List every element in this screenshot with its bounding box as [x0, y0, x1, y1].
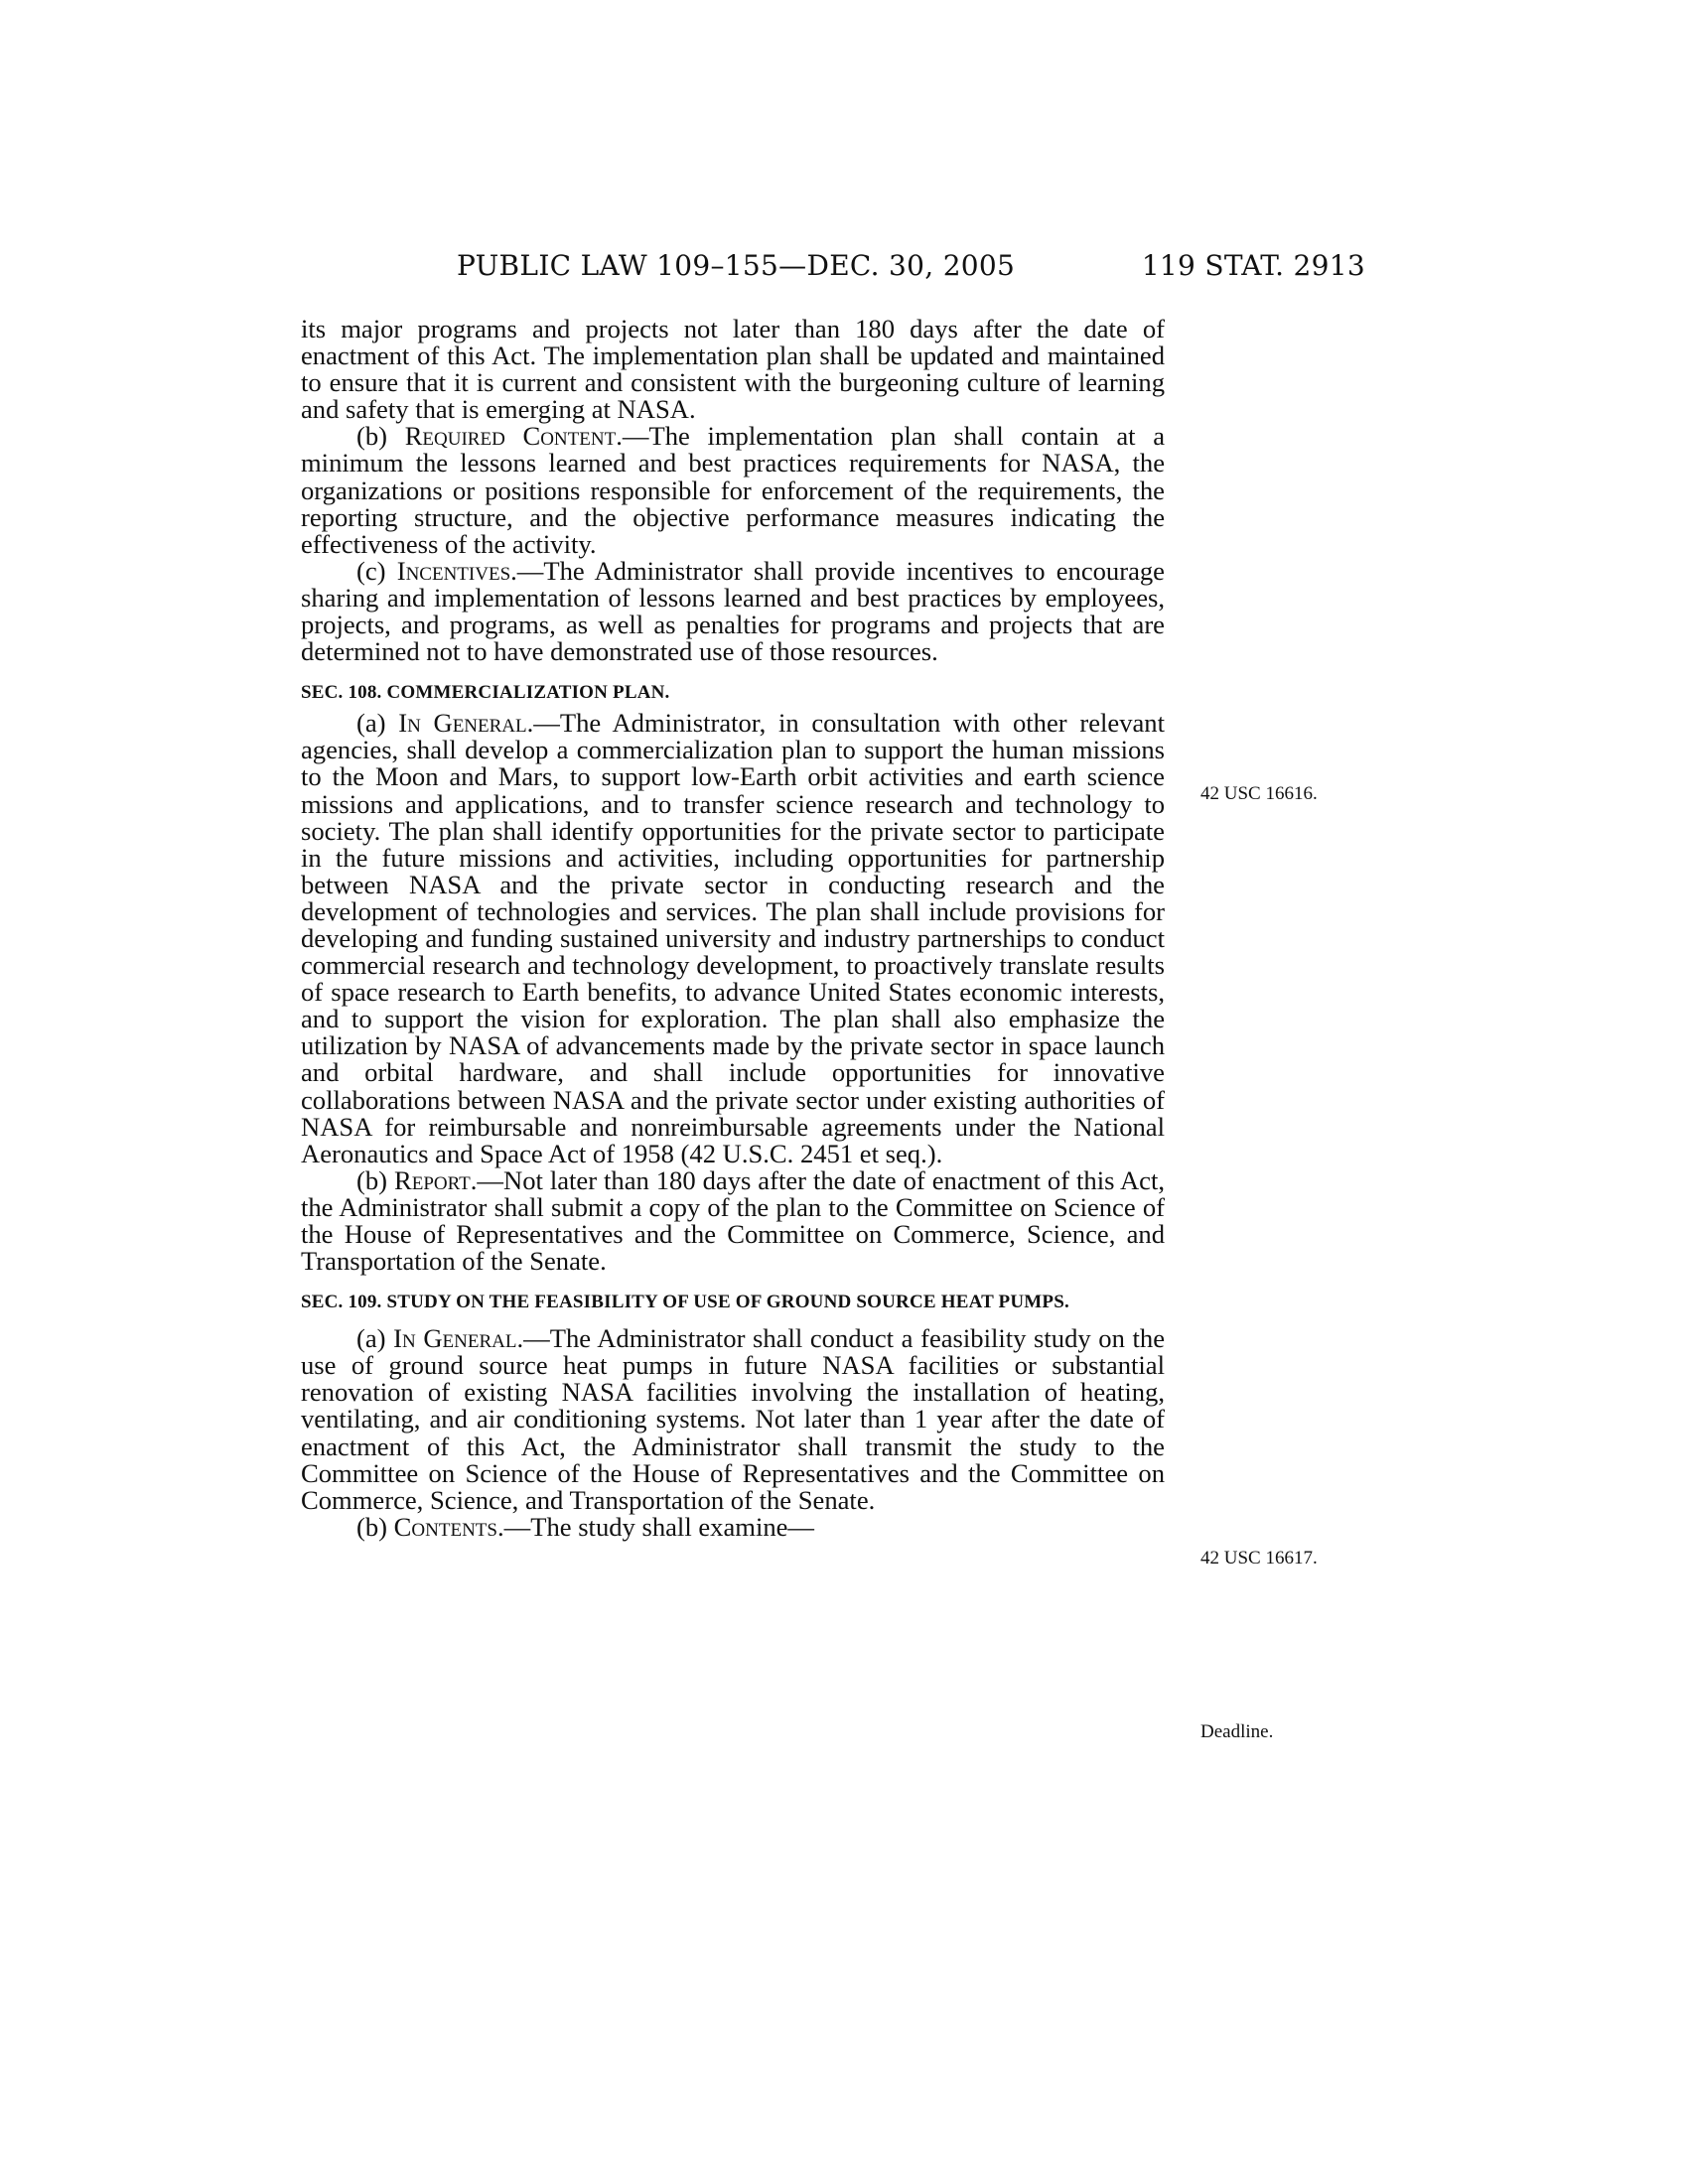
subsection-heading: Report — [393, 1164, 471, 1195]
subsection-label: (c) — [356, 555, 397, 586]
statute-page-number: 119 STAT. 2913 — [1141, 249, 1365, 282]
margin-note-deadline: Deadline. — [1200, 1721, 1274, 1742]
subsection-text: .—The study shall examine— — [496, 1511, 815, 1542]
margin-citation-sec108: 42 USC 16616. — [1200, 783, 1318, 804]
subsection-label: (a) — [356, 708, 399, 739]
subsection-label: (b) — [356, 1164, 394, 1195]
sec109-heading: SEC. 109. STUDY ON THE FEASIBILITY OF USE OF GROUND SOURCE HEAT PUMPS. — [301, 1292, 1069, 1313]
subsection-heading: In General — [393, 1323, 517, 1354]
sec107-subsection-c — [301, 555, 1165, 667]
sec107-subsection-b — [301, 423, 1165, 557]
subsection-label: (b) — [356, 1511, 394, 1542]
sec108-subsection-a — [301, 710, 1165, 1167]
sec108-heading: SEC. 108. COMMERCIALIZATION PLAN. — [301, 682, 670, 704]
subsection-text: .—The Administrator, in consultation with other relevant agencies, shall develop a commercialization plan to support the human missions to the Moon and Mars, to support low-Earth orbit activities and earth science missions and applications, and to transfer science research and technology to society. The plan shall identify opportunities for the private sector to participate in the future missions and activities, including opportunities for partnership between NASA and the private sector in conducting research and the development of technologies and services. The plan shall include provisions for developing and funding sustained university and industry partnerships to conduct commercial research and technology development, to proactively translate results of space research to Earth benefits, to advance United States economic interests, and to support the vision for exploration. The plan shall also emphasize the utilization by NASA of advancements made by the private sector in space launch and orbital hardware, and shall include opportunities for innovative collaborations between NASA and the private sector under existing authorities of NASA for reimbursable and nonreimbursable agreements under the National Aeronautics and Space Act of 1958 (42 U.S.C. 2451 et seq.). — [301, 708, 1165, 1168]
subsection-text: .—The Administrator shall provide incentives to encourage sharing and implementation of lessons learned and best practices by employees, projects, and programs, as well as penalties for programs and projects that are determined not to have demonstrated use of those resources. — [301, 555, 1165, 667]
sec107-continued-paragraph: its major programs and projects not later than 180 days after the date of enactment of this Act. The implementation plan shall be updated and maintained to ensure that it is current and consistent with the burgeoning culture of learning and safety that is emerging at NASA. — [301, 314, 1165, 425]
sec109-subsection-b — [301, 1511, 1165, 1542]
subsection-label: (a) — [356, 1323, 394, 1354]
subsection-text: .—Not later than 180 days after the date of enactment of this Act, the Administrator shall submit a copy of the plan to the Committee on Science of the House of Representatives and the Committee on Commerce, Science, and Transportation of the Senate. — [301, 1164, 1165, 1277]
margin-citation-sec109: 42 USC 16617. — [1200, 1548, 1318, 1569]
subsection-label: (b) — [356, 421, 405, 452]
sec109-subsection-a — [301, 1325, 1165, 1514]
subsection-heading: Required Content — [404, 421, 617, 452]
subsection-text: .—The implementation plan shall contain at a minimum the lessons learned and best practices requirements for NASA, the organizations or positions responsible for enforcement of the requirements, the reporting structure, and the objective performance measures indicating the effectiveness of the activity. — [301, 421, 1165, 559]
page-title: PUBLIC LAW 109–155—DEC. 30, 2005 — [457, 249, 1016, 282]
page-body — [301, 316, 1165, 1541]
subsection-text: .—The Administrator shall conduct a feasibility study on the use of ground source heat pumps in future NASA facilities or substantial renovation of existing NASA facilities involving the installation of heating, ventilating, and air conditioning systems. Not later than 1 year after the date of enactment of this Act, the Administrator shall transmit the study to the Committee on Science of the House of Representatives and the Committee on Commerce, Science, and Transportation of the Senate. — [301, 1323, 1166, 1515]
sec108-subsection-b — [301, 1164, 1165, 1277]
subsection-heading: Contents — [393, 1511, 497, 1542]
subsection-heading: In General — [398, 708, 527, 739]
subsection-heading: Incentives — [396, 555, 511, 586]
